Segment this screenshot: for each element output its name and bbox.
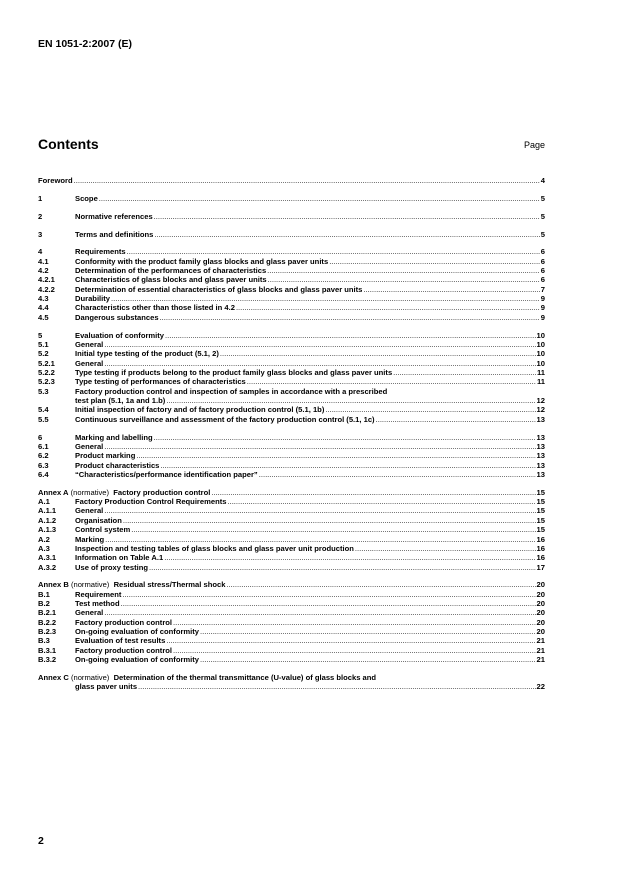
toc-entry-title: On-going evaluation of conformity (75, 627, 200, 637)
toc-entry-number: A.2 (38, 534, 50, 544)
toc-entry-page: 9 (540, 312, 545, 322)
toc-entry[interactable] (38, 553, 545, 562)
toc-entry-number: A.3 (38, 543, 50, 553)
toc-entry-page: 5 (540, 211, 545, 221)
toc-leader-dots (363, 285, 539, 294)
toc-entry-number: B.3.2 (38, 655, 57, 665)
toc-leader-dots (123, 516, 536, 525)
toc-entry-title: Determination of essential characteristics of glass blocks and glass paver units (75, 284, 363, 294)
toc-entry-title: Durability (75, 294, 111, 304)
toc-entry-page: 13 (536, 414, 545, 424)
toc-entry[interactable] (38, 230, 545, 239)
toc-entry-number: A.1.3 (38, 525, 57, 535)
page-number: 2 (38, 835, 44, 847)
toc-entry-title: Control system (75, 525, 131, 535)
toc-leader-dots (99, 194, 540, 203)
toc-leader-dots (173, 646, 536, 655)
toc-entry-number: A.1 (38, 497, 50, 507)
toc-entry-number: 4.2.1 (38, 275, 55, 285)
toc-entry-number: 6.4 (38, 469, 49, 479)
toc-entry-page: 15 (536, 525, 545, 535)
toc-entry-title: Inspection and testing tables of glass blocks and glass paver unit production (75, 543, 354, 553)
toc-group-foreword (38, 176, 545, 185)
toc-leader-dots (259, 470, 536, 479)
toc-entry-page: 20 (536, 627, 545, 637)
toc-annex-entry[interactable] (38, 580, 545, 589)
toc-leader-dots (227, 497, 535, 506)
toc-entry-page: 20 (536, 589, 545, 599)
toc-entry-title: Initial inspection of factory and of factory production control (5.1, 1b) (75, 405, 325, 415)
toc-group-6 (38, 433, 545, 480)
toc-entry-title: Marking and labelling (75, 432, 153, 442)
toc-leader-dots (111, 294, 540, 303)
toc-entry-title: Marking (75, 534, 105, 544)
toc-leader-dots (166, 396, 535, 405)
toc-entry-number: 2 (38, 211, 43, 221)
toc-entry-number: B.1 (38, 589, 50, 599)
toc-entry[interactable] (38, 599, 545, 608)
toc-leader-dots (211, 488, 535, 497)
toc-entry-title: Product marking (75, 451, 136, 461)
toc-leader-dots (267, 266, 540, 275)
toc-entry[interactable] (38, 212, 545, 221)
toc-entry-page: 5 (540, 229, 545, 239)
toc-entry-number: 4.1 (38, 256, 49, 266)
toc-entry-number: A.1.2 (38, 515, 57, 525)
toc-entry-number: 4 (38, 247, 43, 257)
toc-entry-title: Evaluation of conformity (75, 330, 165, 340)
toc-entry-title: General (75, 339, 104, 349)
toc-entry-title: General (75, 358, 104, 368)
toc-entry-page: 16 (536, 534, 545, 544)
toc-leader-dots (355, 544, 536, 553)
toc-entry-title-line1: Determination of the thermal transmittance (U-value) of glass blocks and (113, 672, 377, 682)
page-column-label: Page (523, 140, 545, 150)
toc-entry-title: Type testing of performances of characteristics (75, 377, 246, 387)
toc-entry-number: 5.2.2 (38, 368, 55, 377)
toc-leader-dots (127, 247, 540, 256)
toc-entry-multiline[interactable] (38, 387, 545, 396)
toc-entry-page: 6 (540, 266, 545, 276)
toc-entry-page: 6 (540, 275, 545, 285)
toc-entry-title: Type testing if products belong to the product family glass blocks and glass paver units (75, 368, 393, 377)
toc-leader-dots (236, 303, 540, 312)
toc-leader-dots (136, 451, 535, 460)
toc-group-annex-b (38, 580, 545, 664)
toc-entry-number: 4.3 (38, 294, 49, 304)
toc-entry-page: 10 (536, 358, 545, 368)
toc-leader-dots (160, 461, 535, 470)
toc-entry-number: B.2.3 (38, 627, 57, 637)
toc-entry-title: Normative references (75, 211, 153, 221)
toc-entry-title: Characteristics of glass blocks and glass paver units (75, 275, 267, 285)
toc-entry-page: 16 (536, 543, 545, 553)
toc-entry-page: 13 (536, 432, 545, 442)
toc-entry-title: Factory Production Control Requirements (75, 497, 227, 507)
toc-group-4 (38, 247, 545, 322)
toc-entry-title: Test method (75, 599, 120, 609)
toc-entry-title: Requirements (75, 247, 126, 257)
toc-entry[interactable] (38, 194, 545, 203)
toc-leader-dots (393, 368, 536, 377)
toc-group-3 (38, 230, 545, 239)
toc-leader-dots (104, 340, 535, 349)
toc-leader-dots (105, 535, 535, 544)
toc-entry-number: B.3.1 (38, 645, 57, 655)
toc-entry-title: Initial type testing of the product (5.1, 2) (75, 349, 219, 359)
toc-annex-entry[interactable] (38, 488, 545, 497)
annex-label: Annex C (38, 672, 69, 682)
toc-entry-title: Scope (75, 193, 98, 203)
toc-entry-page: 17 (536, 562, 545, 572)
toc-entry-page: 21 (536, 636, 545, 646)
toc-entry[interactable] (38, 285, 545, 294)
toc-leader-dots (376, 415, 536, 424)
toc-entry[interactable] (38, 451, 545, 460)
toc-entry-number: 3 (38, 229, 43, 239)
toc-entry-title: Evaluation of test results (75, 636, 166, 646)
toc-entry-number: 4.2.2 (38, 284, 55, 294)
toc-entry-page: 12 (536, 396, 545, 406)
toc-entry-number: 5.5 (38, 414, 49, 424)
toc-leader-dots (104, 608, 535, 617)
toc-entry[interactable] (38, 497, 545, 506)
toc-entry-continuation[interactable] (38, 682, 545, 691)
toc-entry-number: 5.2 (38, 349, 49, 359)
annex-qualifier: (normative) (70, 580, 110, 590)
toc-leader-dots (104, 506, 535, 515)
toc-entry-title: Foreword (38, 176, 73, 185)
toc-leader-dots (165, 331, 536, 340)
toc-entry-title: Dangerous substances (75, 312, 159, 322)
toc-entry[interactable] (38, 294, 545, 303)
toc-entry[interactable] (38, 340, 545, 349)
toc-entry-page: 10 (536, 330, 545, 340)
toc-leader-dots (160, 313, 540, 322)
toc-entry-number: 5.1 (38, 339, 49, 349)
toc-leader-dots (173, 618, 536, 627)
toc-leader-dots (164, 553, 535, 562)
toc-entry-number: B.3 (38, 636, 50, 646)
toc-entry[interactable] (38, 247, 545, 256)
toc-entry-page: 6 (540, 247, 545, 257)
toc-group-annex-c (38, 673, 545, 692)
toc-entry[interactable] (38, 257, 545, 266)
toc-leader-dots (200, 627, 536, 636)
toc-entry-page: 15 (536, 506, 545, 516)
toc-entry-title: Determination of the performances of characteristics (75, 266, 267, 276)
toc-entry-number: 5.2.3 (38, 377, 55, 387)
toc-entry-page: 6 (540, 256, 545, 266)
toc-entry-number: B.2 (38, 599, 50, 609)
annex-label: Annex A (38, 487, 69, 497)
toc-entry-number: 4.5 (38, 312, 49, 322)
contents-title-row (38, 136, 545, 156)
toc-entry-page: 22 (536, 682, 545, 692)
toc-entry[interactable] (38, 461, 545, 470)
toc-leader-dots (166, 636, 535, 645)
toc-leader-dots (104, 442, 535, 451)
toc-entry-page: 4 (540, 176, 545, 185)
toc-entry[interactable] (38, 646, 545, 655)
toc-entry-page: 15 (536, 497, 545, 507)
toc-entry-number: 5.3 (38, 386, 49, 396)
toc-entry-page: 21 (536, 645, 545, 655)
toc-entry[interactable] (38, 525, 545, 534)
toc-entry[interactable] (38, 636, 545, 645)
toc-entry[interactable] (38, 377, 545, 386)
toc-entry-title: Product characteristics (75, 460, 160, 470)
toc-entry-page: 11 (536, 368, 545, 377)
toc-entry[interactable] (38, 405, 545, 414)
toc-entry-title: Conformity with the product family glass blocks and glass paver units (75, 256, 329, 266)
toc-leader-dots (329, 257, 540, 266)
toc-entry-page: 13 (536, 469, 545, 479)
table-of-contents (38, 176, 545, 700)
toc-entry-number: B.2.1 (38, 608, 57, 618)
toc-leader-dots (247, 377, 536, 386)
toc-entry-page: 21 (536, 655, 545, 665)
toc-leader-dots (220, 349, 536, 358)
toc-entry-number: B.2.2 (38, 617, 57, 627)
toc-entry-title: General (75, 506, 104, 516)
toc-entry-title: General (75, 441, 104, 451)
toc-entry-page: 13 (536, 451, 545, 461)
toc-entry-number: 6 (38, 432, 43, 442)
toc-entry[interactable] (38, 176, 545, 185)
annex-qualifier: (normative) (70, 672, 110, 682)
toc-entry-title: On-going evaluation of conformity (75, 655, 200, 665)
toc-leader-dots (226, 580, 535, 589)
toc-entry-number: 4.4 (38, 303, 49, 313)
annex-label: Annex B (38, 580, 69, 590)
toc-entry[interactable] (38, 590, 545, 599)
toc-entry[interactable] (38, 368, 545, 377)
toc-entry-number: 6.1 (38, 441, 49, 451)
toc-entry-number: 5.2.1 (38, 358, 55, 368)
toc-entry-title: Residual stress/Thermal shock (113, 580, 226, 590)
toc-annex-entry[interactable] (38, 673, 545, 682)
toc-entry-page: 13 (536, 460, 545, 470)
toc-entry[interactable] (38, 627, 545, 636)
toc-entry-title: Terms and definitions (75, 229, 154, 239)
toc-entry-page: 11 (536, 377, 545, 387)
toc-entry[interactable] (38, 275, 545, 284)
toc-entry-number: 6.2 (38, 451, 49, 461)
toc-entry-title: Factory production control (75, 645, 173, 655)
toc-leader-dots (200, 655, 536, 664)
toc-entry-page: 16 (536, 553, 545, 563)
toc-entry-page: 9 (540, 303, 545, 313)
toc-entry[interactable] (38, 331, 545, 340)
toc-entry-number: A.3.2 (38, 562, 57, 572)
toc-entry[interactable] (38, 349, 545, 358)
toc-entry-page: 15 (536, 515, 545, 525)
toc-entry-title: Organisation (75, 515, 122, 525)
toc-entry-page: 7 (540, 284, 545, 294)
toc-entry-page: 20 (536, 599, 545, 609)
toc-entry[interactable] (38, 618, 545, 627)
toc-group-1 (38, 194, 545, 203)
toc-leader-dots (131, 525, 535, 534)
toc-entry-page: 10 (536, 339, 545, 349)
toc-leader-dots (154, 212, 540, 221)
toc-entry-page: 13 (536, 441, 545, 451)
toc-entry[interactable] (38, 563, 545, 572)
toc-entry-page: 20 (536, 580, 545, 590)
toc-entry[interactable] (38, 544, 545, 553)
toc-leader-dots (74, 176, 540, 185)
toc-leader-dots (138, 682, 536, 691)
toc-entry-page: 5 (540, 193, 545, 203)
toc-entry-number: A.1.1 (38, 506, 57, 516)
toc-entry-title: Continuous surveillance and assessment of the factory production control (5.1, 1c) (75, 414, 375, 424)
toc-entry-number: 4.2 (38, 266, 49, 276)
toc-entry[interactable] (38, 506, 545, 515)
toc-leader-dots (154, 433, 536, 442)
toc-leader-dots (268, 275, 540, 284)
toc-entry[interactable] (38, 313, 545, 322)
toc-entry[interactable] (38, 470, 545, 479)
toc-entry-title-line2: glass paver units (75, 682, 138, 692)
toc-group-5 (38, 331, 545, 424)
toc-entry-page: 12 (536, 405, 545, 415)
toc-leader-dots (149, 563, 536, 572)
document-header: EN 1051-2:2007 (E) (38, 38, 132, 50)
toc-entry[interactable] (38, 608, 545, 617)
toc-entry-title: Characteristics other than those listed in 4.2 (75, 303, 235, 313)
toc-group-annex-a (38, 488, 545, 572)
toc-entry-page: 20 (536, 617, 545, 627)
toc-entry-number: A.3.1 (38, 553, 57, 563)
toc-entry-page: 20 (536, 608, 545, 618)
toc-entry-title: Use of proxy testing (75, 562, 148, 572)
toc-leader-dots (325, 405, 535, 414)
toc-entry-number: 5.4 (38, 405, 49, 415)
toc-leader-dots (104, 359, 535, 368)
toc-group-2 (38, 212, 545, 221)
toc-entry-page: 15 (536, 487, 545, 497)
toc-entry-continuation[interactable] (38, 396, 545, 405)
toc-entry-title: Requirement (75, 589, 122, 599)
toc-entry[interactable] (38, 433, 545, 442)
toc-entry[interactable] (38, 535, 545, 544)
toc-entry[interactable] (38, 266, 545, 275)
toc-leader-dots (122, 590, 535, 599)
toc-entry[interactable] (38, 655, 545, 664)
annex-qualifier: (normative) (70, 487, 110, 497)
toc-entry-title: Factory production control (113, 487, 211, 497)
toc-entry[interactable] (38, 303, 545, 312)
toc-entry-page: 9 (540, 294, 545, 304)
toc-entry[interactable] (38, 359, 545, 368)
toc-entry-number: 5 (38, 330, 43, 340)
page-title: Contents (38, 136, 99, 152)
toc-leader-dots (154, 230, 539, 239)
toc-entry[interactable] (38, 516, 545, 525)
toc-entry-page: 10 (536, 349, 545, 359)
toc-entry-title: General (75, 608, 104, 618)
toc-entry-number: 1 (38, 193, 43, 203)
toc-entry[interactable] (38, 442, 545, 451)
toc-entry-title: Information on Table A.1 (75, 553, 164, 563)
toc-entry-number: 6.3 (38, 460, 49, 470)
toc-entry-title-line1: Factory production control and inspection of samples in accordance with a prescribed (75, 386, 388, 396)
toc-entry-title: Factory production control (75, 617, 173, 627)
toc-entry-title: “Characteristics/performance identification paper” (75, 469, 258, 479)
toc-leader-dots (121, 599, 536, 608)
toc-entry-title-line2: test plan (5.1, 1a and 1.b) (75, 396, 166, 406)
toc-entry[interactable] (38, 415, 545, 424)
